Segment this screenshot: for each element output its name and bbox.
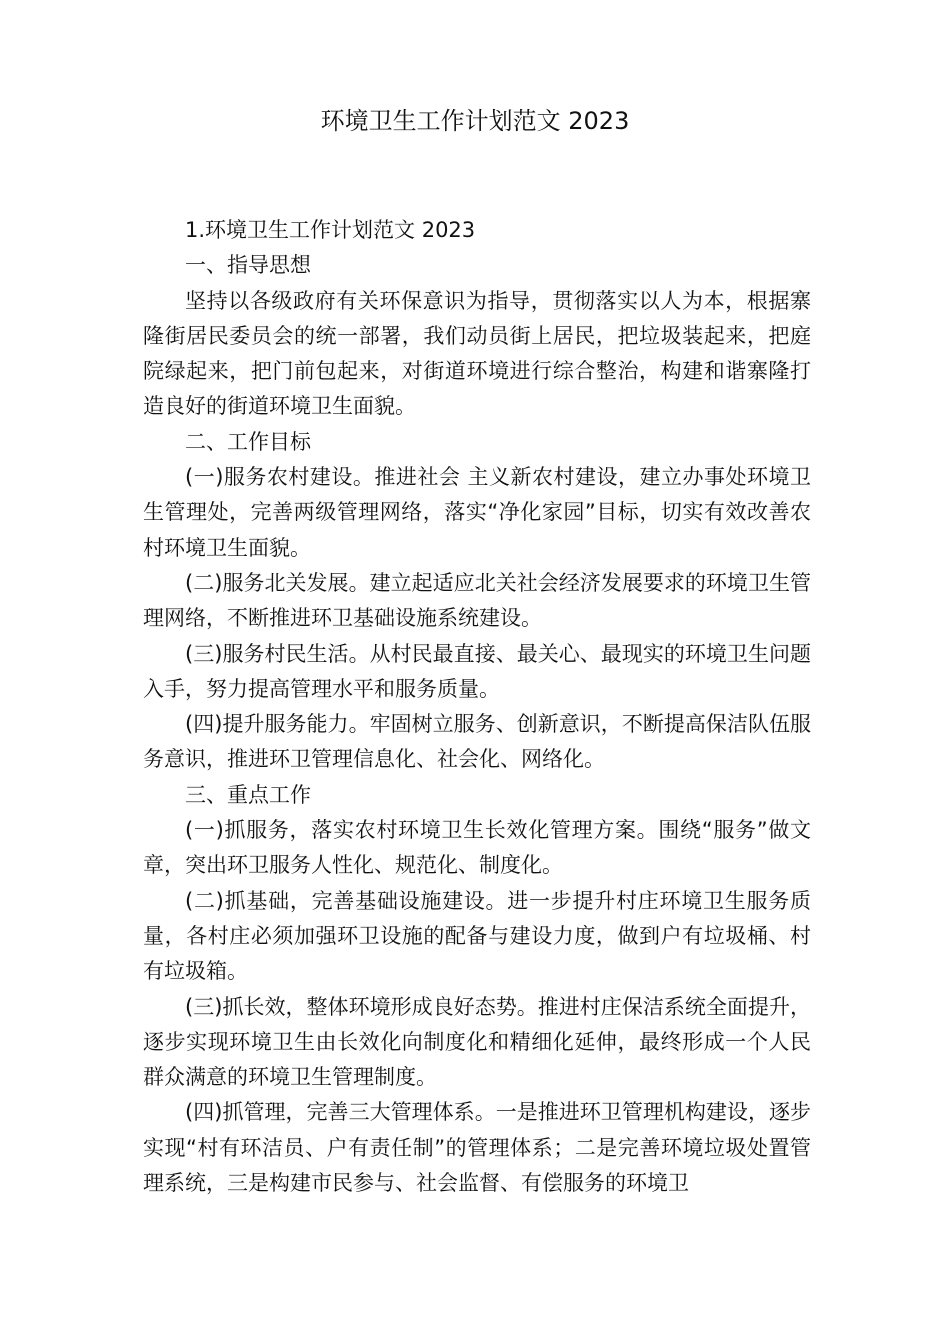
body-paragraph: (三)服务村民生活。从村民最直接、最关心、最现实的环境卫生问题入手，努力提高管理水平和服务质量。 [143,641,811,701]
body-paragraph: (一)服务农村建设。推进社会 主义新农村建设，建立办事处环境卫生管理处，完善两级管理网络，落实“净化家园”目标，切实有效改善农村环境卫生面貌。 [143,465,811,560]
body-paragraph: (三)抓长效，整体环境形成良好态势。推进村庄保洁系统全面提升，逐步实现环境卫生由长效化向制度化和精细化延伸，最终形成一个人民群众满意的环境卫生管理制度。 [143,994,811,1090]
document-title: 环境卫生工作计划范文 2023 [320,107,630,135]
section-heading: 一、指导思想 [185,253,311,278]
body-paragraph: (二)服务北关发展。建立起适应北关社会经济发展要求的环境卫生管理网络，不断推进环卫基础设施系统建设。 [143,570,811,631]
body-paragraph: (四)抓管理，完善三大管理体系。一是推进环卫管理机构建设，逐步实现“村有环洁员、户有责任制”的管理体系；二是完善环境垃圾处置管理系统，三是构建市民参与、社会监督、有偿服务的环境卫 [143,1100,811,1196]
body-paragraph: (四)提升服务能力。牢固树立服务、创新意识，不断提高保洁队伍服务意识，推进环卫管理信息化、社会化、网络化。 [143,712,811,772]
section-heading: 1.环境卫生工作计划范文 2023 [185,218,476,242]
section-heading: 二、工作目标 [185,429,311,454]
section-heading: 三、重点工作 [185,782,311,807]
body-paragraph: (一)抓服务，落实农村环境卫生长效化管理方案。围绕“服务”做文章，突出环卫服务人性化、规范化、制度化。 [143,818,811,878]
body-paragraph: (二)抓基础，完善基础设施建设。进一步提升村庄环境卫生服务质量，各村庄必须加强环卫设施的配备与建设力度，做到户有垃圾桶、村有垃圾箱。 [143,888,811,984]
document-body [143,213,811,1201]
body-paragraph: 坚持以各级政府有关环保意识为指导，贯彻落实以人为本，根据寨隆街居民委员会的统一部署，我们动员街上居民，把垃圾装起来，把庭院绿起来，把门前包起来，对街道环境进行综合整治，构建和谐寨隆打造良好的街道环境卫生面貌。 [143,288,811,419]
